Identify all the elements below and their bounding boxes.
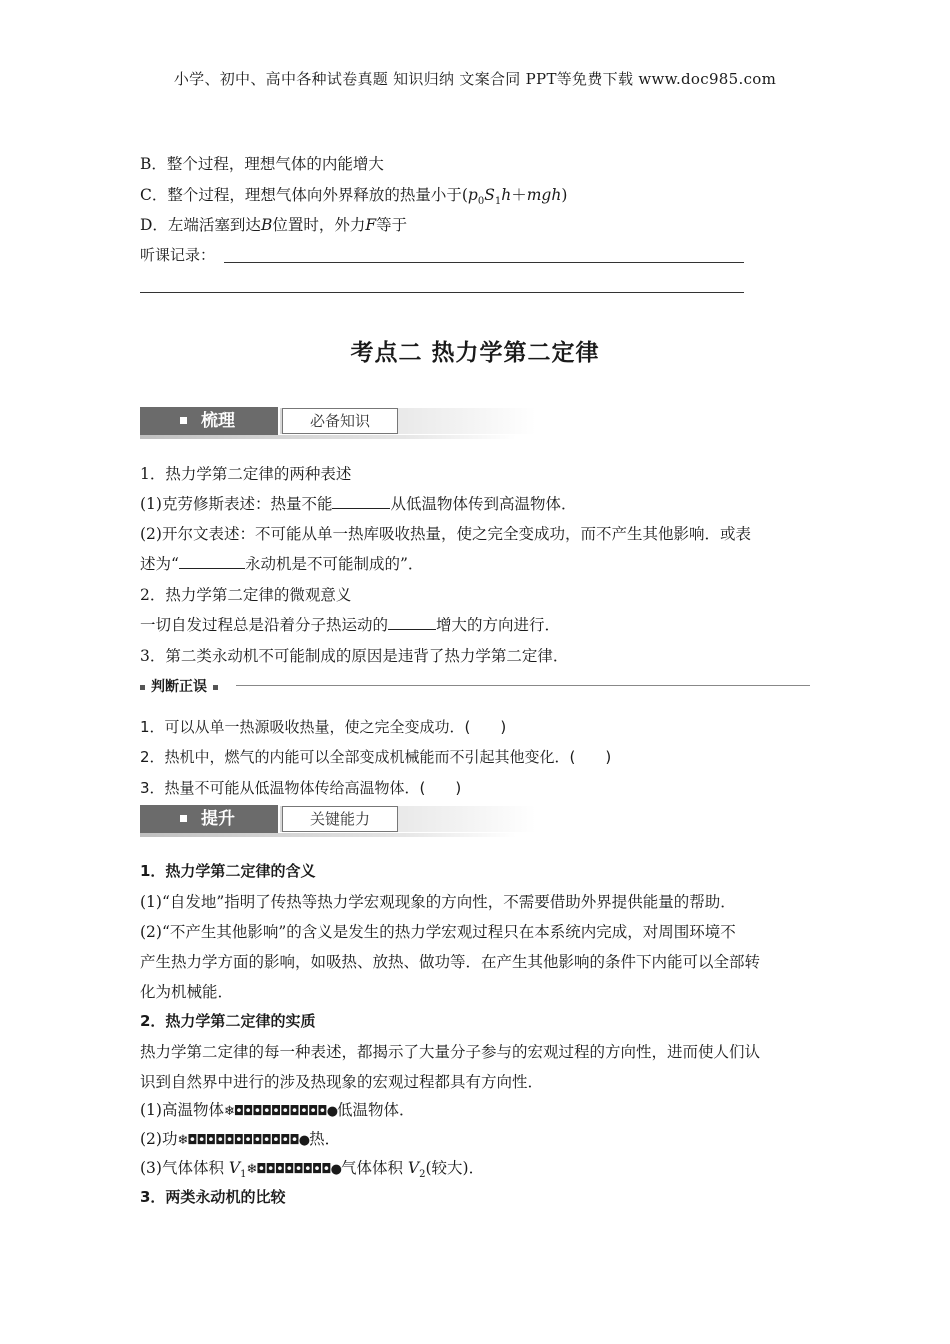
square-icon — [213, 685, 218, 690]
ability-l2: (2)“不产生其他影响”的含义是发生的热力学宏观过程只在本系统内完成，对周围环境不 — [140, 923, 736, 941]
know-p4-a: 述为“ — [140, 555, 179, 573]
option-d-mid: 位置时，外力 — [272, 216, 366, 234]
ability-r2 — [140, 1127, 340, 1149]
ability-l1: (1)“自发地”指明了传热等热力学宏观现象的方向性，不需要借助外界提供能量的帮助． — [140, 893, 736, 911]
r1-b: 低温物体． — [337, 1101, 415, 1119]
option-c — [140, 183, 567, 207]
fill-blank-2[interactable] — [179, 554, 245, 569]
judge-item-3: 3．热量不可能从低温物体传给高温物体．( ) — [140, 779, 462, 797]
know-p3: (2)开尔文表述：不可能从单一热库吸收热量，使之完全变成功，而不产生其他影响．或表 — [140, 525, 751, 543]
ability-r3 — [140, 1156, 484, 1180]
judge-header — [140, 676, 810, 696]
option-b: B．整个过程，理想气体的内能增大 — [140, 155, 384, 173]
ability-h2: 2．热力学第二定律的实质 — [140, 1012, 316, 1030]
r1-a: (1)高温物体 — [140, 1101, 224, 1119]
var-v2: V — [407, 1159, 420, 1177]
judge-label: 判断正误 — [151, 679, 207, 695]
bar-label-box: 必备知识 — [282, 408, 398, 434]
ability-l5: 热力学第二定律的每一种表述，都揭示了大量分子参与的宏观过程的方向性，进而使人们认 — [140, 1043, 761, 1061]
var-p: p — [467, 186, 478, 204]
r3-b: 气体体积 — [340, 1159, 408, 1177]
know-p2-b: 从低温物体传到高温物体． — [390, 495, 577, 513]
know-p1: 1．热力学第二定律的两种表述 — [140, 465, 352, 483]
know-p2-a: (1)克劳修斯表述：热量不能 — [140, 495, 333, 513]
square-icon — [180, 417, 187, 424]
option-d — [140, 213, 407, 235]
bar-label-dark — [140, 805, 278, 833]
sub-0: 0 — [477, 196, 485, 208]
r2-b: 热． — [309, 1130, 341, 1148]
know-p7: 3．第二类永动机不可能制成的原因是违背了热力学第二定律． — [140, 647, 569, 665]
ability-l6: 识到自然界中进行的涉及热现象的宏观过程都具有方向性． — [140, 1073, 544, 1091]
ability-l3: 产生热力学方面的影响，如吸热、放热、做功等．在产生其他影响的条件下内能可以全部转 — [140, 953, 761, 971]
judge-item-1: 1．可以从单一热源吸收热量，使之完全变成功．( ) — [140, 718, 507, 736]
know-p6 — [140, 613, 560, 635]
var-b: B — [260, 216, 273, 234]
section-bar-ability — [140, 805, 516, 837]
bar-dark-text: 提升 — [201, 809, 235, 829]
arrow-glyphs-3: ❄◘◘◘◘◘◘◘◘● — [246, 1162, 341, 1177]
square-icon — [140, 685, 145, 690]
var-v1: V — [228, 1159, 241, 1177]
notes-label: 听课记录： — [140, 246, 216, 264]
bar-label-dark — [140, 407, 278, 435]
judge-item-2: 2．热机中，燃气的内能可以全部变成机械能而不引起其他变化．( ) — [140, 748, 612, 766]
sub-v1: 1 — [240, 1169, 247, 1181]
know-p4 — [140, 552, 423, 574]
r3-a: (3)气体体积 — [140, 1159, 229, 1177]
r3-c: (较大)． — [425, 1159, 485, 1177]
ability-r1 — [140, 1098, 415, 1120]
close-paren: ) — [561, 186, 568, 204]
sub-1: 1 — [494, 196, 502, 208]
option-d-pre: D．左端活塞到达 — [140, 216, 261, 234]
arrow-glyphs-2: ❄◘◘◘◘◘◘◘◘◘◘◘◘● — [177, 1133, 310, 1148]
section-title: 考点二 热力学第二定律 — [350, 340, 600, 366]
notes-line-1[interactable] — [224, 262, 744, 263]
square-icon — [180, 815, 187, 822]
ability-h3: 3．两类永动机的比较 — [140, 1188, 286, 1206]
ability-l4: 化为机械能． — [140, 983, 234, 1001]
var-h: h — [501, 186, 512, 204]
var-mgh: mgh — [526, 186, 562, 204]
plus-sign: ＋ — [511, 186, 527, 204]
var-f: F — [365, 216, 377, 234]
section-bar-review — [140, 407, 516, 439]
sub-v2: 2 — [419, 1169, 426, 1181]
fill-blank-3[interactable] — [388, 615, 436, 630]
bar-dark-text: 梳理 — [201, 411, 235, 431]
know-p6-b: 增大的方向进行． — [436, 616, 561, 634]
page-header: 小学、初中、高中各种试卷真题 知识归纳 文案合同 PPT等免费下载 www.doc985.com — [173, 70, 777, 88]
judge-rule — [236, 685, 810, 686]
bar-label-box: 关键能力 — [282, 806, 398, 832]
r2-a: (2)功 — [140, 1130, 178, 1148]
know-p5: 2．热力学第二定律的微观意义 — [140, 586, 352, 604]
option-d-post: 等于 — [376, 216, 408, 234]
ability-h1: 1．热力学第二定律的含义 — [140, 862, 316, 880]
know-p6-a: 一切自发过程总是沿着分子热运动的 — [140, 616, 389, 634]
var-s: S — [484, 186, 495, 204]
fill-blank-1[interactable] — [332, 494, 390, 509]
arrow-glyphs-1: ❄◘◘◘◘◘◘◘◘◘◘● — [223, 1104, 338, 1119]
bar-underline — [140, 833, 516, 837]
bar-underline — [140, 435, 516, 439]
know-p4-b: 永动机是不可能制成的”． — [244, 555, 424, 573]
notes-line-2[interactable] — [140, 292, 744, 293]
know-p2 — [140, 492, 576, 514]
option-c-text: C．整个过程，理想气体向外界释放的热量小于( — [140, 186, 468, 204]
